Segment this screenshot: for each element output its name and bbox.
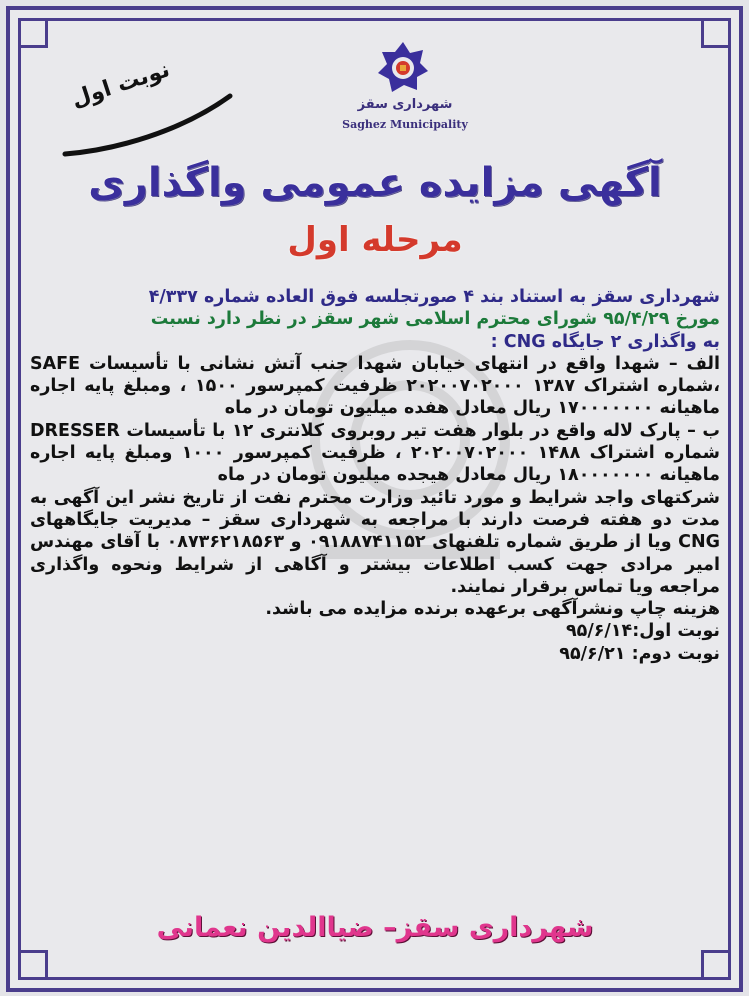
municipality-logo-icon xyxy=(376,40,430,94)
turn-label: نوبت اول xyxy=(68,57,173,113)
item-b-paragraph: ب – پارک لاله واقع در بلوار هفت تیر روبروی کلانتری ۱۲ با تأسیسات DRESSER شماره اشتراک ۱۴۸۸ ۲۰۲۰۰۷۰۲۰۰۰ ، ظرفیت کمپرسور ۱۰۰۰ ومبلغ پایه اجاره ماهیانه ۱۸۰۰۰۰۰۰۰ ریال معادل هیجده میلیون تومان در ماه xyxy=(30,420,720,486)
second-turn-date: نوبت دوم: ۹۵/۶/۲۱ xyxy=(559,643,720,664)
intro-line: به واگذاری ۲ جایگاه CNG : xyxy=(490,331,720,352)
notice-body xyxy=(30,286,720,665)
org-name-english: Saghez Municipality xyxy=(342,118,468,131)
cost-note: هزینه چاپ ونشرآگهی برعهده برنده مزایده می باشد. xyxy=(265,599,720,620)
item-a-paragraph: الف – شهدا واقع در انتهای خیابان شهدا جنب آتش نشانی با تأسیسات SAFE ،شماره اشتراک ۱۳۸۷ ۲۰۲۰۰۷۰۲۰۰۰ ظرفیت کمپرسور ۱۵۰۰ ، ومبلغ پایه اجاره ماهیانه ۱۷۰۰۰۰۰۰۰ ریال معادل هفده میلیون تومان در ماه xyxy=(30,353,720,419)
notice-title: آگهی مزایده عمومی واگذاری xyxy=(88,160,662,206)
org-name-persian: شهرداری سقز xyxy=(357,97,453,112)
intro-highlight: مورخ ۹۵/۴/۲۹ شورای محترم اسلامی شهر سقز در نظر دارد نسبت xyxy=(150,309,720,330)
first-turn-date: نوبت اول:۹۵/۶/۱۴ xyxy=(566,621,720,642)
corner-ornament xyxy=(701,18,731,48)
conditions-paragraph: شرکتهای واجد شرایط و مورد تائید وزارت محترم نفت از تاریخ نشر این آگهی به مدت دو هفته فرصت دارند با مراجعه به شهرداری سقز – مدیریت جایگاههای CNG ویا از طریق شماره تلفنهای ۰۹۱۸۸۷۴۱۱۵۲ و ۰۸۷۳۶۲۱۸۵۶۳ با آقای مهندس امیر مرادی جهت کسب اطلاعات بیشتر و آگاهی از شرایط ونحوه واگذاری مراجعه ویا تماس برقرار نمایند. xyxy=(30,487,720,597)
intro-line: شهرداری سقز به استناد بند ۴ صورتجلسه فوق العاده شماره ۴/۳۳۷ xyxy=(148,287,720,307)
footer-signature: شهرداری سقز– ضیاالدین نعمانی xyxy=(156,912,594,943)
corner-ornament xyxy=(701,950,731,980)
corner-ornament xyxy=(18,18,48,48)
swoosh-decoration xyxy=(60,92,235,162)
stage-title: مرحله اول xyxy=(287,220,463,260)
corner-ornament xyxy=(18,950,48,980)
intro-line xyxy=(30,308,720,330)
